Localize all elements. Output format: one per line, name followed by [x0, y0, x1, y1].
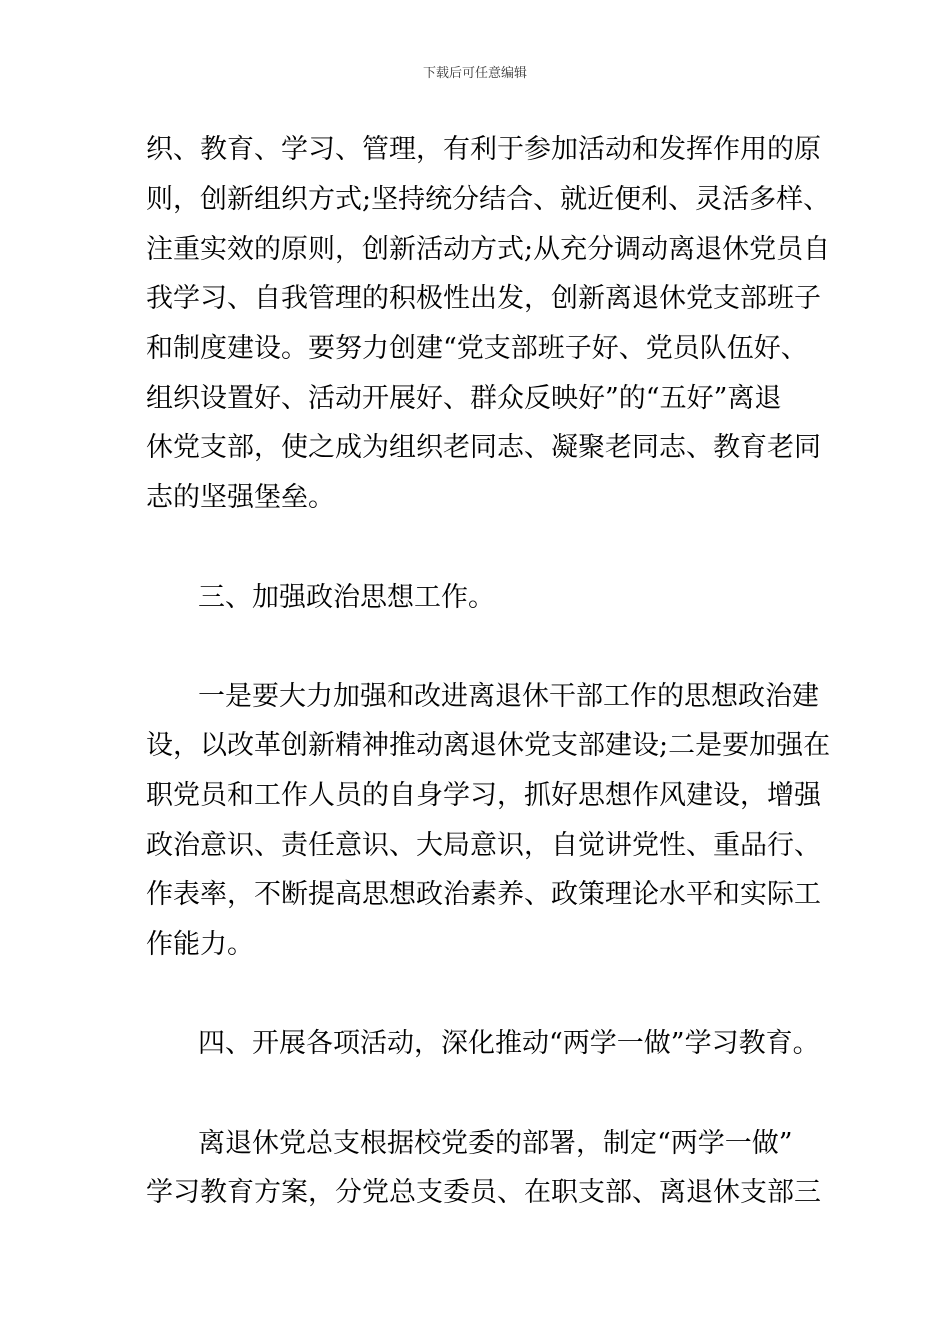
paragraph-1-line-4: 我学习、自我管理的积极性出发，创新离退休党支部班子	[146, 283, 821, 314]
paragraph-1-line-5: 和制度建设。要努力创建“党支部班子好、党员队伍好、	[146, 333, 808, 364]
paragraph-1-line-1: 织、教育、学习、管理，有利于参加活动和发挥作用的原	[146, 134, 821, 165]
paragraph-3-line-6: 作能力。	[146, 929, 254, 960]
paragraph-3-line-5: 作表率，不断提高思想政治素养、政策理论水平和实际工	[146, 879, 821, 910]
page-header: 下载后可任意编辑	[422, 66, 527, 81]
paragraph-1-line-6: 组织设置好、活动开展好、群众反映好”的“五好”离退	[146, 383, 782, 414]
paragraph-1-line-7: 休党支部，使之成为组织老同志、凝聚老同志、教育老同	[146, 432, 821, 463]
paragraph-3-line-3: 职党员和工作人员的自身学习，抓好思想作风建设，增强	[146, 780, 821, 811]
paragraph-3-line-2: 设，以改革创新精神推动离退休党支部建设;二是要加强在	[146, 730, 831, 761]
section-heading-3: 三、加强政治思想工作。	[198, 582, 495, 613]
paragraph-3-line-1: 一是要大力加强和改进离退休干部工作的思想政治建	[198, 681, 819, 712]
paragraph-3-line-4: 政治意识、责任意识、大局意识，自觉讲党性、重品行、	[146, 830, 821, 861]
paragraph-1-line-2: 则，创新组织方式;坚持统分结合、就近便利、灵活多样、	[146, 184, 831, 215]
paragraph-1-line-8: 志的坚强堡垒。	[146, 482, 335, 513]
paragraph-1-line-3: 注重实效的原则，创新活动方式;从充分调动离退休党员自	[146, 234, 831, 265]
paragraph-5-line-2: 学习教育方案，分党总支委员、在职支部、离退休支部三	[146, 1177, 821, 1208]
paragraph-5-line-1: 离退休党总支根据校党委的部署，制定“两学一做”	[198, 1128, 793, 1159]
section-heading-4: 四、开展各项活动，深化推动“两学一做”学习教育。	[198, 1028, 820, 1059]
